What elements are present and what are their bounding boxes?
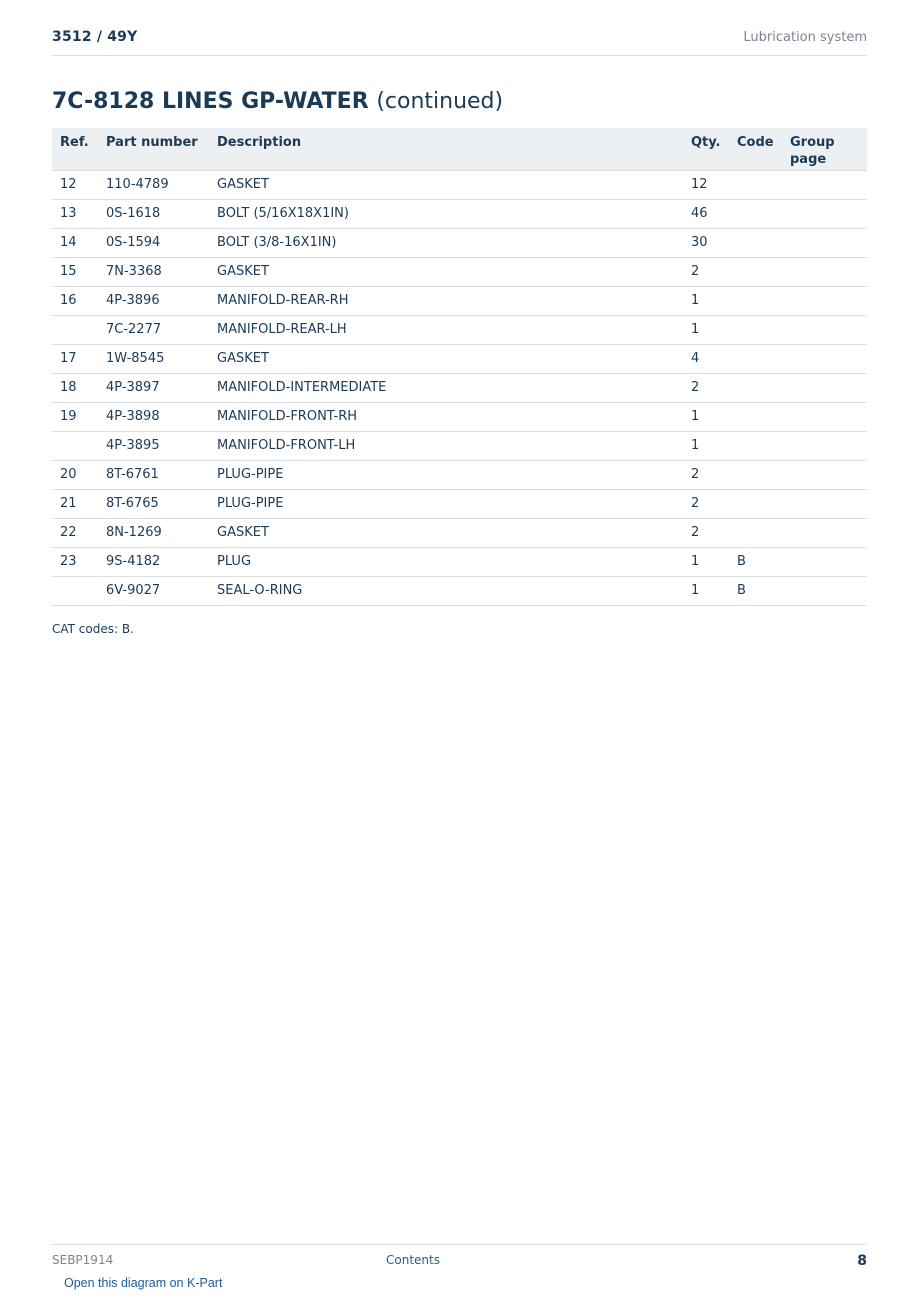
cell-ref: 23 — [52, 547, 98, 576]
cell-description: MANIFOLD-FRONT-LH — [209, 431, 683, 460]
table-row — [52, 576, 867, 605]
table-row — [52, 315, 867, 344]
cell-qty: 2 — [683, 460, 729, 489]
table-row — [52, 170, 867, 199]
table-row — [52, 402, 867, 431]
page-footer — [52, 1244, 867, 1275]
cell-ref: 16 — [52, 286, 98, 315]
cell-group-page — [782, 460, 867, 489]
cell-qty: 1 — [683, 402, 729, 431]
cell-description: MANIFOLD-REAR-LH — [209, 315, 683, 344]
cell-description: GASKET — [209, 170, 683, 199]
model-label: 3512 / 49Y — [52, 29, 138, 45]
cell-code — [729, 373, 782, 402]
cell-part-number: 0S-1618 — [98, 199, 209, 228]
cell-description: GASKET — [209, 518, 683, 547]
contents-link[interactable]: Contents — [386, 1253, 440, 1267]
table-row — [52, 547, 867, 576]
cell-code — [729, 286, 782, 315]
cell-description: MANIFOLD-FRONT-RH — [209, 402, 683, 431]
parts-table-body — [52, 170, 867, 605]
cell-code — [729, 257, 782, 286]
cell-qty: 1 — [683, 315, 729, 344]
cell-qty: 1 — [683, 431, 729, 460]
cell-group-page — [782, 518, 867, 547]
cell-part-number: 1W-8545 — [98, 344, 209, 373]
cell-part-number: 4P-3895 — [98, 431, 209, 460]
cell-group-page — [782, 431, 867, 460]
cell-group-page — [782, 373, 867, 402]
cell-ref: 21 — [52, 489, 98, 518]
cell-part-number: 110-4789 — [98, 170, 209, 199]
cell-code — [729, 489, 782, 518]
cell-description: GASKET — [209, 344, 683, 373]
cell-code — [729, 199, 782, 228]
cell-part-number: 0S-1594 — [98, 228, 209, 257]
cell-ref: 22 — [52, 518, 98, 547]
cell-qty: 2 — [683, 257, 729, 286]
cell-qty: 2 — [683, 489, 729, 518]
table-row — [52, 373, 867, 402]
table-row — [52, 489, 867, 518]
cell-qty: 1 — [683, 286, 729, 315]
table-row — [52, 286, 867, 315]
section-name: Lubrication system — [743, 30, 867, 45]
cell-group-page — [782, 547, 867, 576]
cell-group-page — [782, 199, 867, 228]
open-diagram-kpart-link[interactable]: Open this diagram on K-Part — [64, 1276, 223, 1290]
cell-ref: 12 — [52, 170, 98, 199]
cell-qty: 2 — [683, 518, 729, 547]
cell-group-page — [782, 402, 867, 431]
cell-group-page — [782, 257, 867, 286]
cell-ref: 15 — [52, 257, 98, 286]
cell-part-number: 9S-4182 — [98, 547, 209, 576]
col-header-group-page: Group page — [782, 128, 867, 170]
cell-ref — [52, 431, 98, 460]
cell-qty: 1 — [683, 547, 729, 576]
page-title-main: 7C-8128 LINES GP-WATER — [52, 89, 369, 114]
cell-description: BOLT (3/8-16X1IN) — [209, 228, 683, 257]
cell-part-number: 8N-1269 — [98, 518, 209, 547]
cell-part-number: 7N-3368 — [98, 257, 209, 286]
col-header-ref: Ref. — [52, 128, 98, 170]
cell-ref: 20 — [52, 460, 98, 489]
cell-ref — [52, 315, 98, 344]
cell-part-number: 4P-3897 — [98, 373, 209, 402]
cell-group-page — [782, 576, 867, 605]
cell-ref: 13 — [52, 199, 98, 228]
cell-part-number: 8T-6761 — [98, 460, 209, 489]
cell-code: B — [729, 576, 782, 605]
cell-qty: 12 — [683, 170, 729, 199]
col-header-description: Description — [209, 128, 683, 170]
table-row — [52, 344, 867, 373]
cell-part-number: 4P-3898 — [98, 402, 209, 431]
table-row — [52, 199, 867, 228]
cell-qty: 30 — [683, 228, 729, 257]
cell-code — [729, 228, 782, 257]
cell-part-number: 6V-9027 — [98, 576, 209, 605]
col-header-code: Code — [729, 128, 782, 170]
cell-description: GASKET — [209, 257, 683, 286]
parts-table-header — [52, 128, 867, 170]
cell-qty: 4 — [683, 344, 729, 373]
cell-code — [729, 518, 782, 547]
cell-qty: 46 — [683, 199, 729, 228]
parts-table — [52, 128, 867, 606]
cell-description: PLUG-PIPE — [209, 489, 683, 518]
table-row — [52, 228, 867, 257]
page-title-suffix: (continued) — [376, 89, 504, 114]
cell-description: BOLT (5/16X18X1IN) — [209, 199, 683, 228]
page-header — [52, 28, 867, 56]
cell-code — [729, 315, 782, 344]
cell-part-number: 4P-3896 — [98, 286, 209, 315]
cell-qty: 1 — [683, 576, 729, 605]
cell-ref — [52, 576, 98, 605]
cell-description: PLUG — [209, 547, 683, 576]
table-row — [52, 257, 867, 286]
cell-code — [729, 460, 782, 489]
header-row — [52, 128, 867, 170]
cell-group-page — [782, 315, 867, 344]
cell-description: MANIFOLD-INTERMEDIATE — [209, 373, 683, 402]
cell-group-page — [782, 170, 867, 199]
cell-code: B — [729, 547, 782, 576]
page-title — [52, 89, 503, 114]
col-header-part-number: Part number — [98, 128, 209, 170]
col-header-qty: Qty. — [683, 128, 729, 170]
cell-description: PLUG-PIPE — [209, 460, 683, 489]
table-row — [52, 431, 867, 460]
cell-ref: 18 — [52, 373, 98, 402]
cell-group-page — [782, 344, 867, 373]
cell-ref: 17 — [52, 344, 98, 373]
cell-code — [729, 170, 782, 199]
table-row — [52, 518, 867, 547]
cell-description: SEAL-O-RING — [209, 576, 683, 605]
cell-description: MANIFOLD-REAR-RH — [209, 286, 683, 315]
cell-code — [729, 344, 782, 373]
cat-codes-note: CAT codes: B. — [52, 622, 134, 636]
cell-qty: 2 — [683, 373, 729, 402]
cell-group-page — [782, 228, 867, 257]
page-number: 8 — [857, 1253, 867, 1269]
cell-ref: 19 — [52, 402, 98, 431]
table-row — [52, 460, 867, 489]
cell-code — [729, 431, 782, 460]
document-id: SEBP1914 — [52, 1253, 114, 1267]
cell-part-number: 7C-2277 — [98, 315, 209, 344]
cell-code — [729, 402, 782, 431]
cell-group-page — [782, 489, 867, 518]
cell-group-page — [782, 286, 867, 315]
cell-ref: 14 — [52, 228, 98, 257]
cell-part-number: 8T-6765 — [98, 489, 209, 518]
